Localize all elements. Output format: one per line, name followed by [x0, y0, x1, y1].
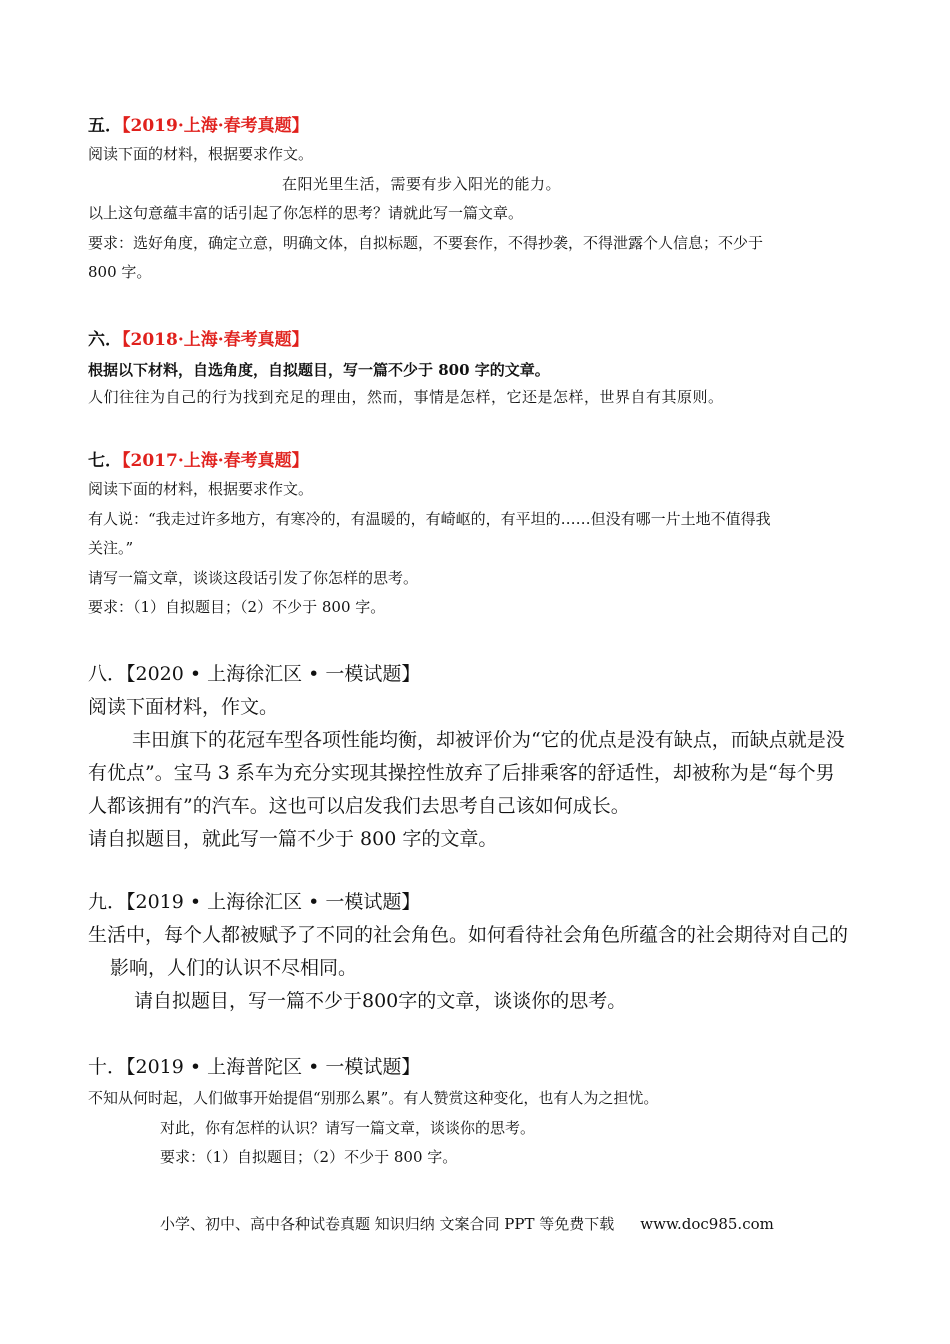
question-5: [88, 112, 878, 288]
question-6-heading: [88, 326, 878, 354]
prompt-text: 请自拟题目，就此写一篇不少于 800 字的文章。: [88, 828, 498, 850]
page-footer: [160, 1212, 774, 1236]
question-8: [88, 658, 878, 856]
question-7: [88, 447, 878, 623]
requirement-text: 要求：选好角度，确定立意，明确文体，自拟标题，不要套作，不得抄袭，不得泄露个人信息；不少于: [88, 233, 764, 252]
source-tag: 【2019·上海·春考真题】: [122, 116, 309, 136]
instruction-text: 阅读下面的材料，根据要求作文。: [88, 480, 314, 498]
prompt-text: 对此，你有怎样的认识？请写一篇文章，谈谈你的思考。: [160, 1118, 536, 1137]
material-text-cont-2: 人都该拥有”的汽车。这也可以启发我们去思考自己该如何成长。: [88, 795, 630, 817]
question-9-heading: 九．【2019 • 上海徐汇区 • 一模试题】: [88, 891, 421, 913]
question-number: 七．: [88, 451, 122, 471]
requirement-text-cont: 800 字。: [88, 263, 152, 281]
material-text-cont-1: 有优点”。宝马 3 系车为充分实现其操控性放弃了后排乘客的舒适性，却被称为是“每个男: [88, 762, 835, 784]
material-text: 生活中，每个人都被赋予了不同的社会角色。如何看待社会角色所蕴含的社会期待对自己的: [88, 924, 849, 946]
question-5-heading: [88, 112, 878, 140]
question-10-heading: 十．【2019 • 上海普陀区 • 一模试题】: [88, 1056, 421, 1078]
material-text: 不知从何时起，人们做事开始提倡“别那么累”。有人赞赏这种变化，也有人为之担忧。: [88, 1089, 659, 1107]
material-text-cont: 影响，人们的认识不尽相同。: [110, 957, 358, 979]
footer-text: 小学、初中、高中各种试卷真题 知识归纳 文案合同 PPT 等免费下载: [160, 1215, 615, 1233]
question-7-heading: [88, 447, 878, 475]
question-6: [88, 326, 878, 408]
material-text: 人们往往为自己的行为找到充足的理由，然而，事情是怎样，它还是怎样，世界自有其原则。: [88, 388, 724, 406]
material-text-cont: 关注。”: [88, 539, 134, 557]
question-number: 五．: [88, 116, 122, 136]
instruction-text: 阅读下面材料，作文。: [88, 696, 279, 718]
material-text: 有人说：“我走过许多地方，有寒冷的，有温暖的，有崎岖的，有平坦的……但没有哪一片土地不值得我: [88, 509, 771, 528]
instruction-text: 阅读下面的材料，根据要求作文。: [88, 145, 314, 163]
question-number: 六．: [88, 330, 122, 350]
prompt-text: 以上这句意蕴丰富的话引起了你怎样的思考？请就此写一篇文章。: [88, 204, 524, 222]
requirement-text: 要求：（1）自拟题目；（2）不少于 800 字。: [88, 598, 386, 616]
source-tag: 【2017·上海·春考真题】: [122, 451, 309, 471]
prompt-text: 请写一篇文章，谈谈这段话引发了你怎样的思考。: [88, 568, 419, 587]
question-10: [88, 1051, 878, 1173]
footer-link[interactable]: www.doc985.com: [640, 1215, 774, 1233]
question-9: [88, 886, 878, 1018]
question-8-heading: 八．【2020 • 上海徐汇区 • 一模试题】: [88, 663, 421, 685]
quote-text: 在阳光里生活，需要有步入阳光的能力。: [282, 174, 562, 193]
requirement-text: 要求：（1）自拟题目；（2）不少于 800 字。: [160, 1148, 458, 1166]
prompt-text: 根据以下材料，自选角度，自拟题目，写一篇不少于 800 字的文章。: [88, 361, 550, 379]
prompt-text: 请自拟题目，写一篇不少于800字的文章，谈谈你的思考。: [134, 990, 627, 1012]
source-tag: 【2018·上海·春考真题】: [122, 330, 309, 350]
material-text: 丰田旗下的花冠车型各项性能均衡，却被评价为“它的优点是没有缺点，而缺点就是没: [132, 729, 845, 751]
